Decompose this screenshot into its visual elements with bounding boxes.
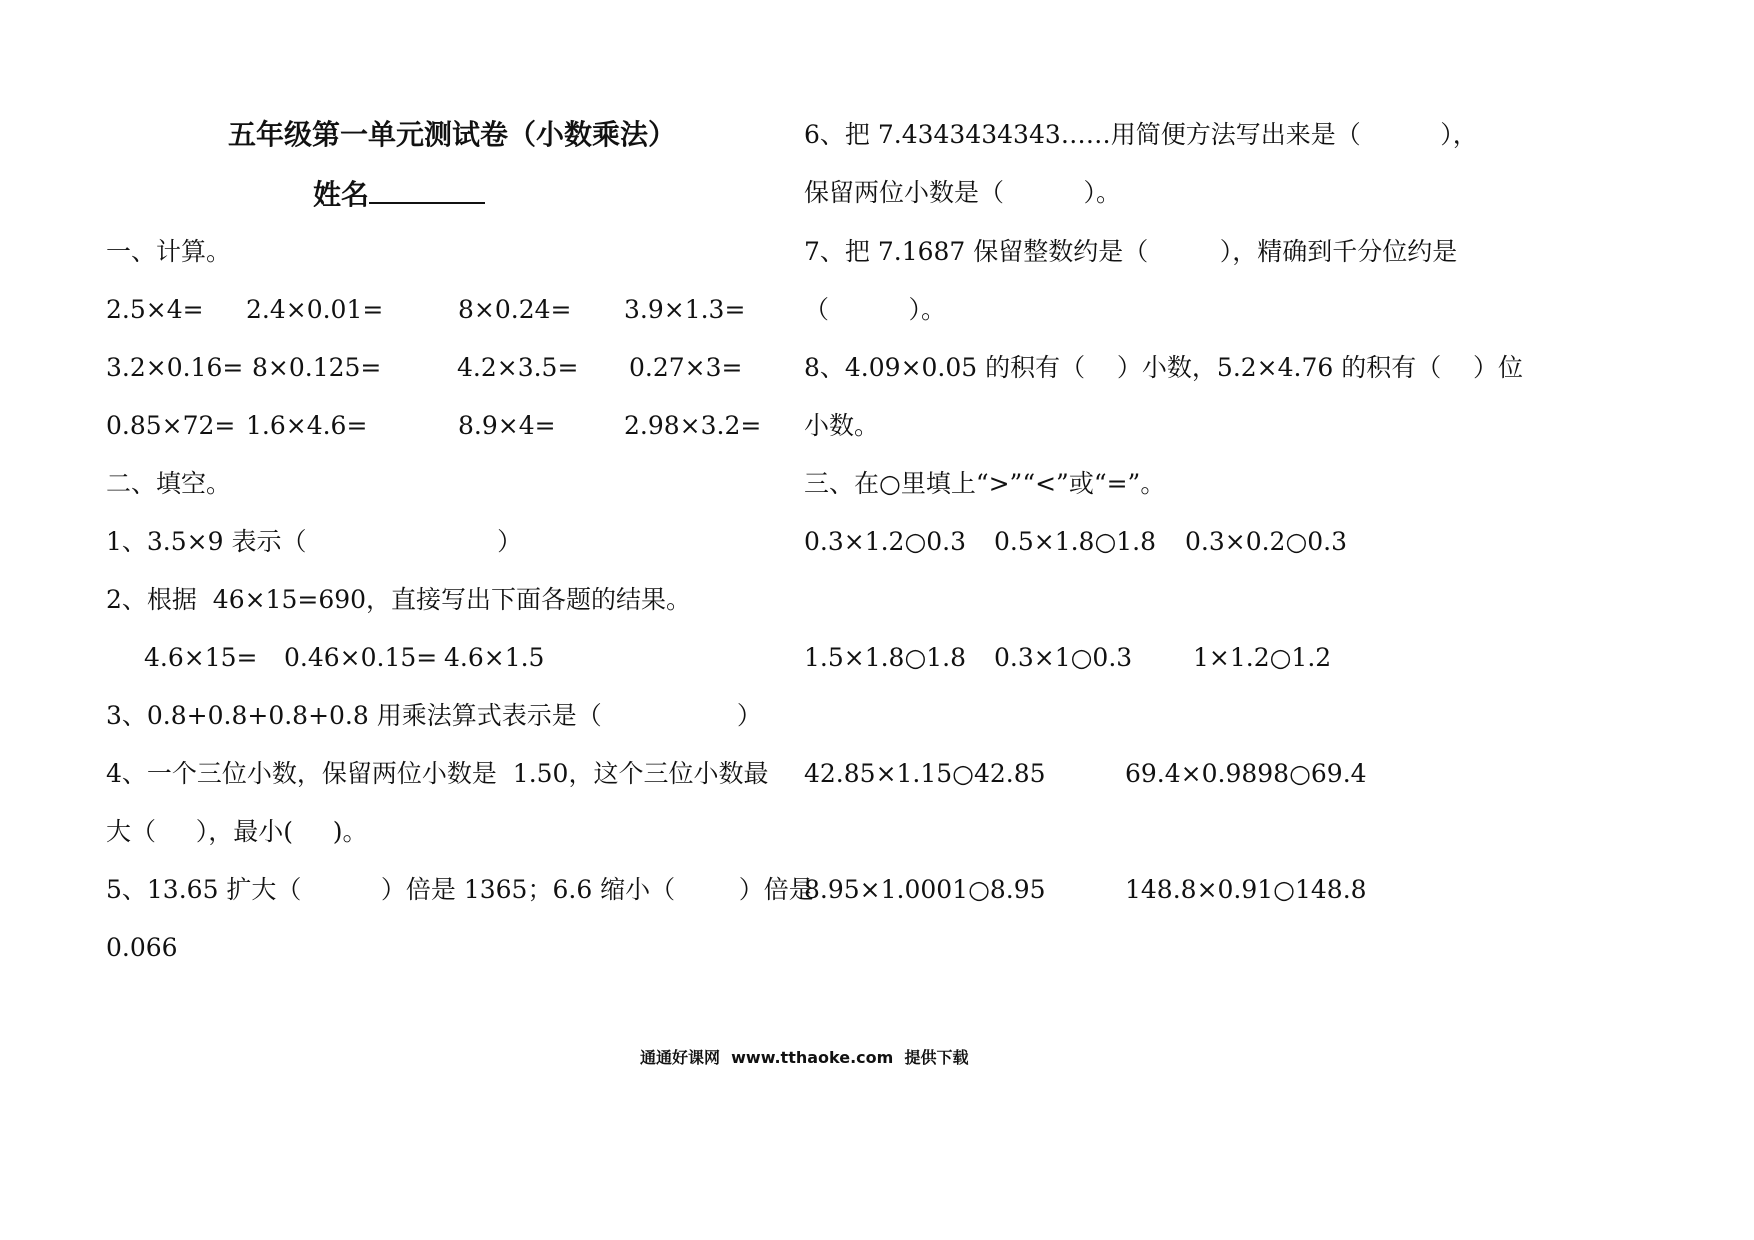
compare-item: 42.85×1.15○42.85 (804, 759, 1046, 788)
compare-item: 1×1.2○1.2 (1193, 643, 1332, 672)
question-2-item: 0.46×0.15= (284, 643, 438, 672)
compare-item: 0.5×1.8○1.8 (994, 527, 1157, 556)
calc-item: 4.2×3.5= (457, 353, 579, 382)
question-8-line2: 小数。 (804, 411, 880, 440)
question-6-line2: 保留两位小数是（ ）。 (804, 178, 1121, 207)
question-2: 2、根据 46×15=690，直接写出下面各题的结果。 (106, 585, 692, 614)
page-title: 五年级第一单元测试卷（小数乘法） (228, 118, 677, 151)
question-1: 1、3.5×9 表示（ ） (106, 527, 523, 556)
question-6-line1: 6、把 7.4343434343……用简便方法写出来是（ ）， (804, 120, 1478, 149)
section1-heading: 一、计算。 (106, 237, 232, 266)
compare-item: 69.4×0.9898○69.4 (1125, 759, 1367, 788)
calc-item: 2.4×0.01= (246, 295, 384, 324)
compare-item: 148.8×0.91○148.8 (1125, 875, 1367, 904)
calc-item: 8×0.125= (252, 353, 382, 382)
compare-item: 1.5×1.8○1.8 (804, 643, 967, 672)
calc-item: 0.85×72= (106, 411, 236, 440)
question-3: 3、0.8+0.8+0.8+0.8 用乘法算式表示是（ ） (106, 701, 762, 730)
calc-item: 3.2×0.16= (106, 353, 244, 382)
footer-source: 通通好课网 www.tthaoke.com 提供下载 (640, 1048, 969, 1067)
question-8-line1: 8、4.09×0.05 的积有（ ）小数，5.2×4.76 的积有（ ）位 (804, 353, 1524, 382)
calc-item: 2.98×3.2= (624, 411, 762, 440)
question-4-line2: 大（ ），最小( )。 (106, 817, 368, 846)
compare-item: 0.3×1○0.3 (994, 643, 1133, 672)
name-blank (369, 178, 485, 204)
question-5-line1: 5、13.65 扩大（ ）倍是 1365；6.6 缩小（ ）倍是 (106, 875, 814, 904)
calc-item: 8×0.24= (458, 295, 572, 324)
calc-item: 2.5×4= (106, 295, 204, 324)
calc-item: 3.9×1.3= (624, 295, 746, 324)
compare-item: 8.95×1.0001○8.95 (804, 875, 1046, 904)
calc-item: 8.9×4= (458, 411, 556, 440)
calc-item: 0.27×3= (629, 353, 743, 382)
question-4-line1: 4、一个三位小数，保留两位小数是 1.50，这个三位小数最 (106, 759, 769, 788)
question-2-item: 4.6×15= (144, 643, 258, 672)
calc-item: 1.6×4.6= (246, 411, 368, 440)
question-2-item: 4.6×1.5 (444, 643, 545, 672)
name-field (313, 178, 485, 210)
name-label: 姓名 (313, 178, 370, 211)
section3-heading: 三、在○里填上“>”“<”或“=”。 (804, 469, 1166, 498)
compare-item: 0.3×1.2○0.3 (804, 527, 967, 556)
section2-heading: 二、填空。 (106, 469, 232, 498)
question-5-line2: 0.066 (106, 933, 178, 962)
question-7-line2: （ ）。 (804, 295, 946, 324)
compare-item: 0.3×0.2○0.3 (1185, 527, 1348, 556)
question-7-line1: 7、把 7.1687 保留整数约是（ ），精确到千分位约是 (804, 237, 1458, 266)
